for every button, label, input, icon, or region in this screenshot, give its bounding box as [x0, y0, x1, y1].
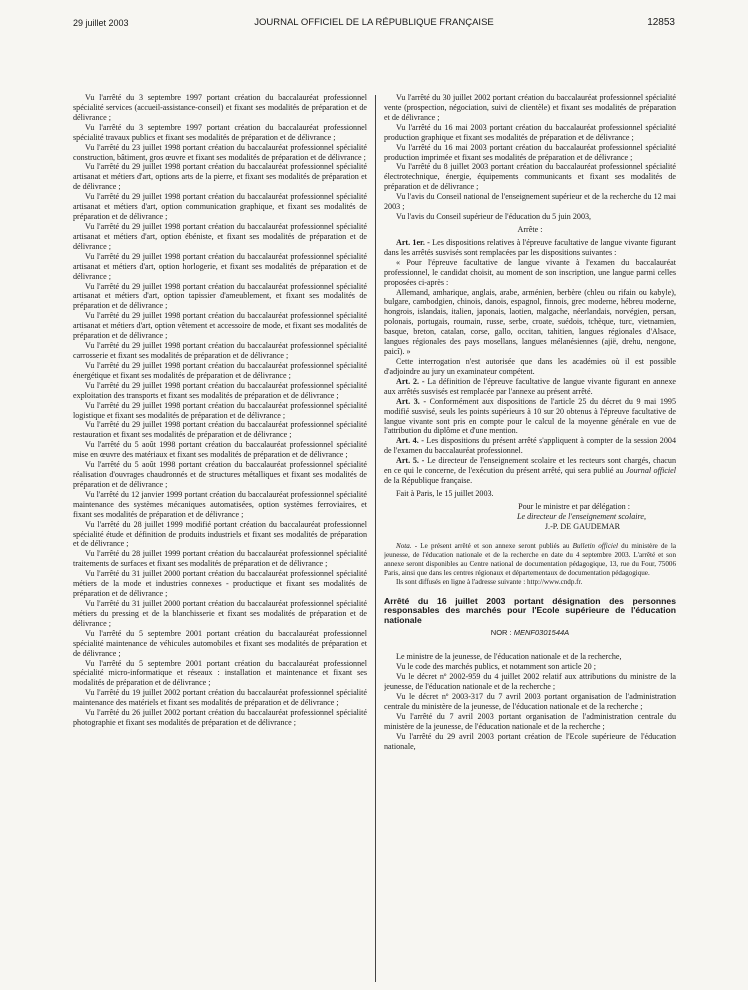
article-label: Art. 3. -	[396, 396, 427, 406]
header-date: 29 juillet 2003	[73, 18, 129, 28]
signature-title: Le directeur de l'enseignement scolaire,	[516, 511, 646, 521]
nota-block	[384, 542, 676, 587]
visa-paragraph: Vu l'avis du Conseil national de l'enseignement supérieur et de la recherche du 12 mai 2003 ;	[384, 192, 676, 212]
column-divider	[375, 95, 376, 982]
visa-paragraph: Vu l'arrêté du 5 septembre 2001 portant création du baccalauréat professionnel spécialité maintenance de véhicules automobiles et fixant ses modalités de préparation et de délivrance ;	[73, 628, 367, 658]
article-text: Conformément aux dispositions de l'article 25 du décret du 9 mai 1995 modifié susvisé, seuls les points supérieurs à 10 sur 20 obtenus à l'épreuve facultative de langue vivante sont pris en compte pour le calcul de la moyenne générale en vue de l'attribution du diplôme et d'une mention.	[384, 396, 676, 436]
bulletin-officiel-ref: Bulletin officiel	[572, 541, 618, 550]
visa-paragraph: Vu l'arrêté du 3 septembre 1997 portant création du baccalauréat professionnel spécialité travaux publics et fixant ses modalités de préparation et de délivrance ;	[73, 122, 367, 142]
visa-paragraph: Vu l'arrêté du 28 juillet 1999 modifié portant création du baccalauréat professionnel spécialité étude et définition de produits industriels et fixant ses modalités de préparation et de délivrance ;	[73, 519, 367, 549]
article-text: La définition de l'épreuve facultative de langue vivante figurant en annexe aux arrêtés susvisés est remplacée par l'annexe au présent arrêté.	[384, 376, 676, 396]
page-header	[73, 16, 675, 30]
journal-officiel-ref: Journal officiel	[625, 466, 676, 476]
header-journal-title: JOURNAL OFFICIEL DE LA RÉPUBLIQUE FRANÇAISE	[254, 17, 494, 28]
article-1-quote: « Pour l'épreuve facultative de langue vivante à l'examen du baccalauréat professionnel, le candidat choisit, au moment de son inscription, une langue parmi celles proposées ci-après :	[384, 257, 676, 287]
visa-paragraph: Vu l'arrêté du 29 juillet 1998 portant création du baccalauréat professionnel spécialité artisanat et métiers d'art, option vêtement et accessoire de mode, et fixant ses modalités de préparation et de délivrance ;	[73, 311, 367, 341]
article-3	[384, 397, 676, 437]
nota-text: - Le présent arrêté et son annexe seront publiés au	[414, 541, 570, 550]
nota-label: Nota.	[396, 541, 412, 550]
nota-online: Ils sont diffusés en ligne à l'adresse suivante : http://www.cndp.fr.	[396, 577, 583, 586]
visa-paragraph: Vu l'arrêté du 29 juillet 1998 portant création du baccalauréat professionnel spécialité carrosserie et fixant ses modalités de préparation et de délivrance ;	[73, 341, 367, 360]
visa-paragraph: Vu l'arrêté du 3 septembre 1997 portant création du baccalauréat professionnel spécialité services (accueil-assistance-conseil) et fixant ses modalités de préparation et de délivrance ;	[73, 93, 367, 122]
nor-label: NOR :	[490, 628, 512, 638]
visa-paragraph: Vu l'arrêté du 29 juillet 1998 portant création du baccalauréat professionnel spécialité artisanat et métiers d'art, option ébéniste, et fixant ses modalités de préparation et de délivrance ;	[73, 221, 367, 251]
visa-paragraph: Vu l'arrêté du 29 juillet 1998 portant création du baccalauréat professionnel spécialité exploitation des transports et fixant ses modalités de préparation et de délivrance ;	[73, 380, 367, 400]
right-column	[384, 93, 676, 982]
decree-paragraph: Vu le décret nº 2003-317 du 7 avril 2003 portant organisation de l'administration centrale du ministère de la jeunesse, de l'éducation nationale et de la recherche ;	[384, 692, 676, 711]
article-1	[384, 238, 676, 258]
visa-paragraph: Vu l'arrêté du 26 juillet 2002 portant création du baccalauréat professionnel spécialité photographie et fixant ses modalités de préparation et de délivrance ;	[73, 708, 367, 728]
nota-paragraph	[384, 542, 676, 578]
languages-list: Allemand, amharique, anglais, arabe, arménien, berbère (chleu ou rifain ou kabyle), bulgare, cambodgien, chinois, danois, espagnol, finnois, grec moderne, hébreu moderne, hongrois, islandais, italien, japonais, laotien, malgache, néerlandais, norvégien, persan, polonais, portugais, roumain, russe, serbe, croate, suédois, tchèque, turc, vietnamien, basque, breton, catalan, corse, gallo, occitan, tahitien, langues régionales d'Alsace, langues régionales des pays mosellans, langues mélanésiennes (ajië, drehu, nengone, paicî). »	[384, 287, 676, 357]
done-at: Fait à Paris, le 15 juillet 2003.	[396, 488, 494, 498]
visa-paragraph: Vu l'arrêté du 16 mai 2003 portant création du baccalauréat professionnel spécialité production imprimée et fixant ses modalités de préparation et de délivrance ;	[384, 142, 676, 162]
visa-paragraph: Vu l'arrêté du 5 août 1998 portant création du baccalauréat professionnel spécialité mise en œuvre des matériaux et fixant ses modalités de préparation et de délivrance ;	[73, 440, 367, 460]
visa-paragraph: Vu l'arrêté du 29 juillet 1998 portant création du baccalauréat professionnel spécialité logistique et fixant ses modalités de préparation et de délivrance ;	[73, 400, 367, 420]
header-page-number: 12853	[647, 17, 675, 28]
article-1-extra: Cette interrogation n'est autorisée que dans les académies où il est possible d'adjoindre au jury un examinateur compétent.	[384, 356, 676, 376]
visa-paragraph: Vu l'arrêté du 29 juillet 1998 portant création du baccalauréat professionnel spécialité restauration et fixant ses modalités de préparation et de délivrance ;	[73, 420, 367, 440]
signature-name: J.-P. DE GAUDEMAR	[544, 521, 620, 531]
article-label: Art. 1er. -	[396, 237, 430, 247]
article-label: Art. 5. -	[396, 456, 425, 466]
visa-paragraph: Vu l'arrêté du 29 juillet 1998 portant création du baccalauréat professionnel spécialité artisanat et métiers d'art, option tapissier d'ameublement, et fixant ses modalités de préparation et de délivrance ;	[73, 281, 367, 311]
signature-delegation: Pour le ministre et par délégation :	[518, 501, 630, 511]
article-5	[384, 456, 676, 486]
article-2	[384, 377, 676, 397]
visa-paragraph: Vu l'arrêté du 28 juillet 1999 portant création du baccalauréat professionnel spécialité traitements de surfaces et fixant ses modalités de préparation et de délivrance ;	[73, 549, 367, 569]
visa-paragraph: Vu l'arrêté du 31 juillet 2000 portant création du baccalauréat professionnel spécialité métiers de la mode et industries connexes - productique et fixant ses modalités de préparation et de délivrance ;	[73, 569, 367, 599]
article-text: Les dispositions relatives à l'épreuve facultative de langue vivante figurant dans les arrêtés susvisés sont remplacées par les dispositions suivantes :	[384, 237, 676, 257]
visa-paragraph: Vu l'arrêté du 5 août 1998 portant création du baccalauréat professionnel spécialité réalisation d'ouvrages chaudronnés et de structures métalliques et fixant ses modalités de préparation et de délivrance ;	[73, 460, 367, 489]
decree-title: Arrêté du 16 juillet 2003 portant désignation des personnes responsables des marchés pour l'Ecole supérieure de l'éducation nationale	[384, 595, 676, 625]
article-label: Art. 4. -	[396, 436, 424, 446]
left-column	[73, 93, 367, 982]
visa-paragraph: Vu l'arrêté du 29 juillet 1998 portant création du baccalauréat professionnel spécialité énergétique et fixant ses modalités de préparation et de délivrance ;	[73, 360, 367, 380]
decree-paragraph: Vu le code des marchés publics, et notamment son article 20 ;	[396, 662, 596, 672]
article-text: de la République française.	[384, 476, 473, 486]
article-label: Art. 2. -	[396, 376, 425, 386]
visa-paragraph: Vu l'arrêté du 12 janvier 1999 portant création du baccalauréat professionnel spécialité maintenance des systèmes mécaniques automatisées, option systèmes ferroviaires, et fixant ses modalités de préparation et de délivrance ;	[73, 489, 367, 519]
nota-text: du ministère de la jeunesse, de l'éducation nationale et de la recherche en date du 4 septembre 2003. L'arrêté et son annexe seront disponibles au Centre national de documentation pédagogique, 13, rue du Four, 75006 Paris, ainsi que dans les centres régionaux et départementaux de documentation pédagogique.	[384, 541, 676, 577]
article-4	[384, 436, 676, 456]
article-text: Le directeur de l'enseignement scolaire et les recteurs sont chargés, chacun en ce qui le concerne, de l'exécution du présent arrêté, qui sera publié au	[384, 456, 676, 476]
visa-paragraph: Vu l'arrêté du 23 juillet 1998 portant création du baccalauréat professionnel spécialité construction, bâtiment, gros œuvre et fixant ses modalités de préparation et de délivrance ;	[73, 142, 367, 162]
nor-code: MENF0301544A	[513, 628, 570, 638]
decree-paragraph: Vu le décret nº 2002-959 du 4 juillet 2002 relatif aux attributions du ministre de la jeunesse, de l'éducation nationale et de la recherche ;	[384, 672, 676, 692]
arrete-heading: Arrête :	[517, 224, 543, 234]
visa-paragraph: Vu l'arrêté du 19 juillet 2002 portant création du baccalauréat professionnel spécialité maintenance des matériels et fixant ses modalités de préparation et de délivrance ;	[73, 688, 367, 708]
visa-paragraph: Vu l'arrêté du 5 septembre 2001 portant création du baccalauréat professionnel spécialité micro-informatique et réseaux : installation et maintenance et fixant ses modalités de préparation et de délivrance ;	[73, 658, 367, 688]
decree-paragraph: Vu l'arrêté du 7 avril 2003 portant organisation de l'administration centrale du ministère de la jeunesse, de l'éducation nationale et de la recherche ;	[384, 711, 676, 731]
visa-paragraph: Vu l'arrêté du 29 juillet 1998 portant création du baccalauréat professionnel spécialité artisanat et métiers d'art, options arts de la pierre, et fixant ses modalités de préparation et de délivrance ;	[73, 162, 367, 192]
nor-reference	[384, 628, 676, 638]
visa-paragraph: Vu l'arrêté du 8 juillet 2003 portant création du baccalauréat professionnel spécialité électrotechnique, énergie, équipements communicants et fixant ses modalités de préparation et de délivrance ;	[384, 162, 676, 192]
decree-paragraph: Vu l'arrêté du 29 avril 2003 portant création de l'Ecole supérieure de l'éducation nationale,	[384, 731, 676, 751]
visa-paragraph: Vu l'arrêté du 31 juillet 2000 portant création du baccalauréat professionnel spécialité métiers du pressing et de la blanchisserie et fixant ses modalités de préparation et de délivrance ;	[73, 599, 367, 628]
visa-paragraph: Vu l'arrêté du 29 juillet 1998 portant création du baccalauréat professionnel spécialité artisanat et métiers d'art, option horlogerie, et fixant ses modalités de préparation et de délivrance ;	[73, 251, 367, 281]
article-text: Les dispositions du présent arrêté s'appliquent à compter de la session 2004 de l'examen du baccalauréat professionnel.	[384, 436, 676, 456]
decree-paragraph: Le ministre de la jeunesse, de l'éducation nationale et de la recherche,	[396, 652, 622, 662]
visa-paragraph: Vu l'arrêté du 16 mai 2003 portant création du baccalauréat professionnel spécialité production graphique et fixant ses modalités de préparation et de délivrance ;	[384, 122, 676, 142]
visa-paragraph: Vu l'arrêté du 30 juillet 2002 portant création du baccalauréat professionnel spécialité vente (prospection, négociation, suivi de clientèle) et fixant ses modalités de préparation et de délivrance ;	[384, 93, 676, 122]
visa-paragraph: Vu l'arrêté du 29 juillet 1998 portant création du baccalauréat professionnel spécialité artisanat et métiers d'art, option communication graphique, et fixant ses modalités de préparation et de délivrance ;	[73, 192, 367, 222]
visa-paragraph: Vu l'avis du Conseil supérieur de l'éducation du 5 juin 2003,	[396, 212, 592, 222]
